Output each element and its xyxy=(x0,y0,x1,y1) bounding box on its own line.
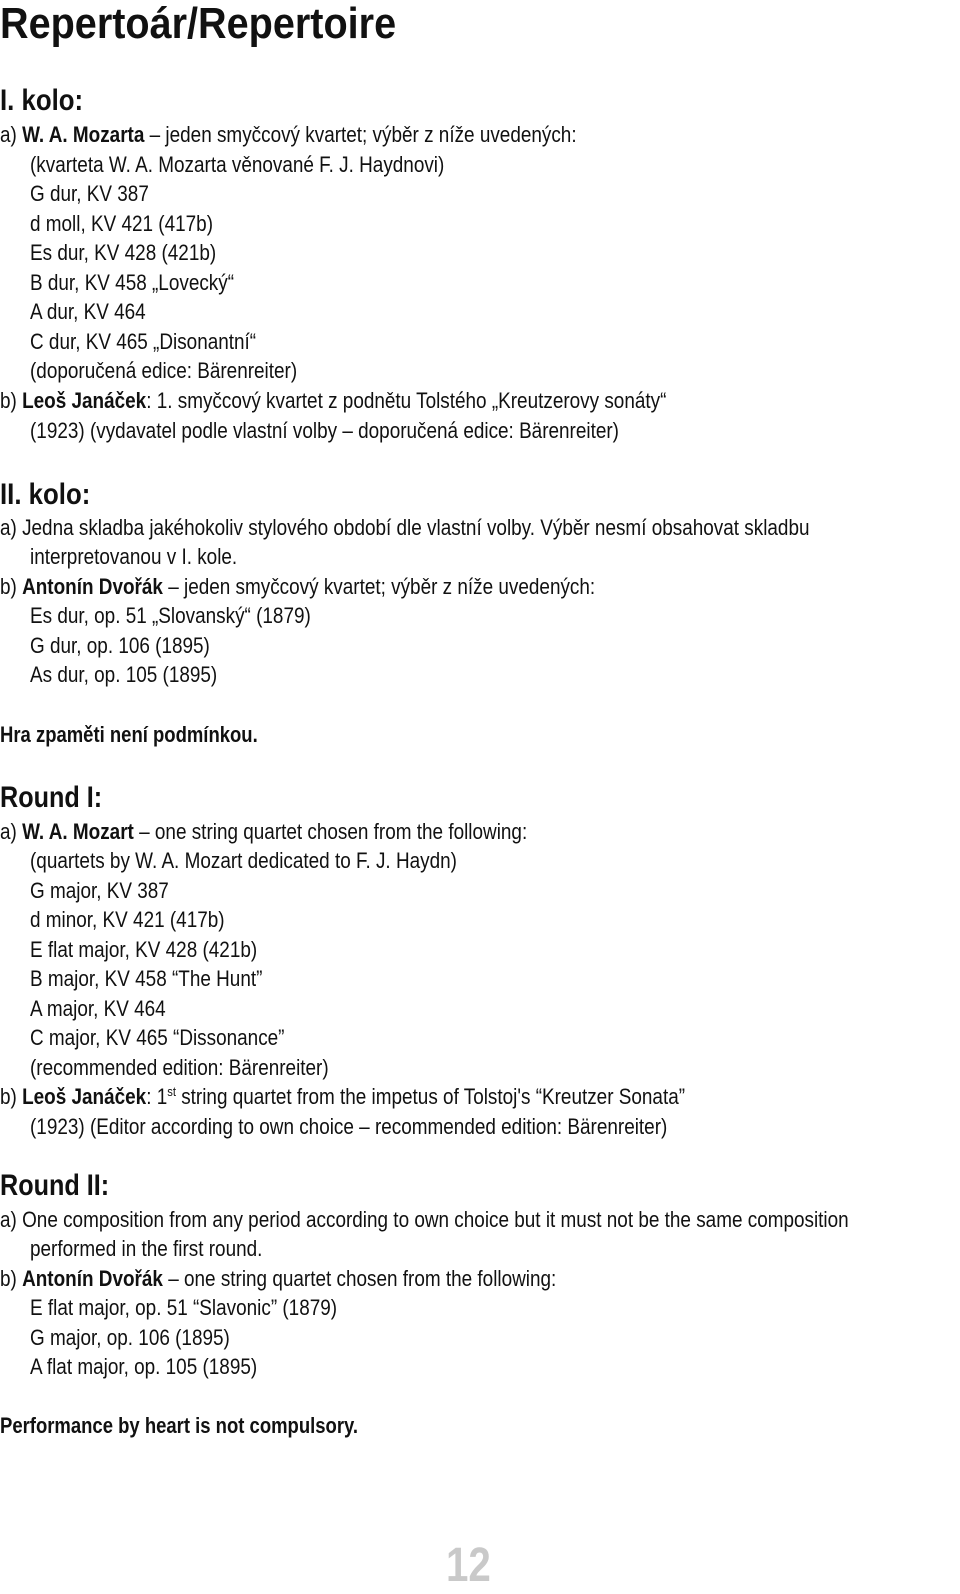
en-memory-note: Performance by heart is not compulsory. xyxy=(0,1413,359,1438)
ordinal-suffix: st xyxy=(167,1084,176,1099)
cz-round2-item-a-continuation: interpretovanou v I. kole. xyxy=(30,544,238,569)
composer-name: W. A. Mozarta xyxy=(22,122,145,147)
en-round2-item-b: b) Antonín Dvořák – one string quartet chosen from the following: xyxy=(0,1266,557,1291)
work-item: G dur, op. 106 (1895) xyxy=(30,633,210,658)
work-item: A flat major, op. 105 (1895) xyxy=(30,1354,258,1379)
composer-name: Leoš Janáček xyxy=(22,388,147,413)
composer-name: Antonín Dvořák xyxy=(22,574,163,599)
work-item: d moll, KV 421 (417b) xyxy=(30,211,213,236)
cz-round1-item-b: b) Leoš Janáček: 1. smyčcový kvartet z podnětu Tolstého „Kreutzerovy sonáty“ xyxy=(0,388,667,413)
work-item: B dur, KV 458 „Lovecký“ xyxy=(30,270,235,295)
work-item: C major, KV 465 “Dissonance” xyxy=(30,1025,285,1050)
en-round1-item-b-continuation: (1923) (Editor according to own choice – recommended edition: Bärenreiter) xyxy=(30,1114,668,1139)
cz-round2-item-a: a) Jedna skladba jakéhokoliv stylového období dle vlastní volby. Výběr nesmí obsahovat skladbu xyxy=(0,515,810,540)
work-item: G major, KV 387 xyxy=(30,878,169,903)
cz-round2-item-b: b) Antonín Dvořák – jeden smyčcový kvartet; výběr z níže uvedených: xyxy=(0,574,596,599)
cz-memory-note: Hra zpaměti není podmínkou. xyxy=(0,722,258,747)
work-item: C dur, KV 465 „Disonantní“ xyxy=(30,329,257,354)
en-round1-item-b: b) Leoš Janáček: 1st string quartet from the impetus of Tolstoj's “Kreutzer Sonata” xyxy=(0,1084,686,1109)
en-round2-item-a-continuation: performed in the first round. xyxy=(30,1236,263,1261)
en-round1-dedication-note: (quartets by W. A. Mozart dedicated to F. J. Haydn) xyxy=(30,848,457,873)
cz-round2-heading: II. kolo: xyxy=(0,478,91,511)
en-round2-item-a: a) One composition from any period according to own choice but it must not be the same composition xyxy=(0,1207,849,1232)
composer-name: Leoš Janáček xyxy=(22,1084,147,1109)
work-item: E flat major, KV 428 (421b) xyxy=(30,937,258,962)
work-item: A dur, KV 464 xyxy=(30,299,146,324)
work-item: A major, KV 464 xyxy=(30,996,166,1021)
edition-note: (recommended edition: Bärenreiter) xyxy=(30,1055,329,1080)
en-round1-item-a: a) W. A. Mozart – one string quartet chosen from the following: xyxy=(0,819,528,844)
work-item: B major, KV 458 “The Hunt” xyxy=(30,966,263,991)
page-number: 12 xyxy=(446,1539,491,1592)
work-item: d minor, KV 421 (417b) xyxy=(30,907,225,932)
work-item: Es dur, KV 428 (421b) xyxy=(30,240,217,265)
cz-round1-heading: I. kolo: xyxy=(0,84,84,117)
cz-round1-item-a: a) W. A. Mozarta – jeden smyčcový kvartet; výběr z níže uvedených: xyxy=(0,122,577,147)
composer-name: W. A. Mozart xyxy=(22,819,134,844)
en-round1-heading: Round I: xyxy=(0,781,103,814)
cz-round1-dedication-note: (kvarteta W. A. Mozarta věnované F. J. Haydnovi) xyxy=(30,152,445,177)
work-item: E flat major, op. 51 “Slavonic” (1879) xyxy=(30,1295,338,1320)
page-title: Repertoár/Repertoire xyxy=(0,0,397,48)
work-item: As dur, op. 105 (1895) xyxy=(30,662,218,687)
cz-round1-item-b-continuation: (1923) (vydavatel podle vlastní volby – doporučená edice: Bärenreiter) xyxy=(30,418,619,443)
edition-note: (doporučená edice: Bärenreiter) xyxy=(30,358,298,383)
work-item: G dur, KV 387 xyxy=(30,181,149,206)
work-item: Es dur, op. 51 „Slovanský“ (1879) xyxy=(30,603,311,628)
en-round2-heading: Round II: xyxy=(0,1169,110,1202)
work-item: G major, op. 106 (1895) xyxy=(30,1325,230,1350)
composer-name: Antonín Dvořák xyxy=(22,1266,163,1291)
